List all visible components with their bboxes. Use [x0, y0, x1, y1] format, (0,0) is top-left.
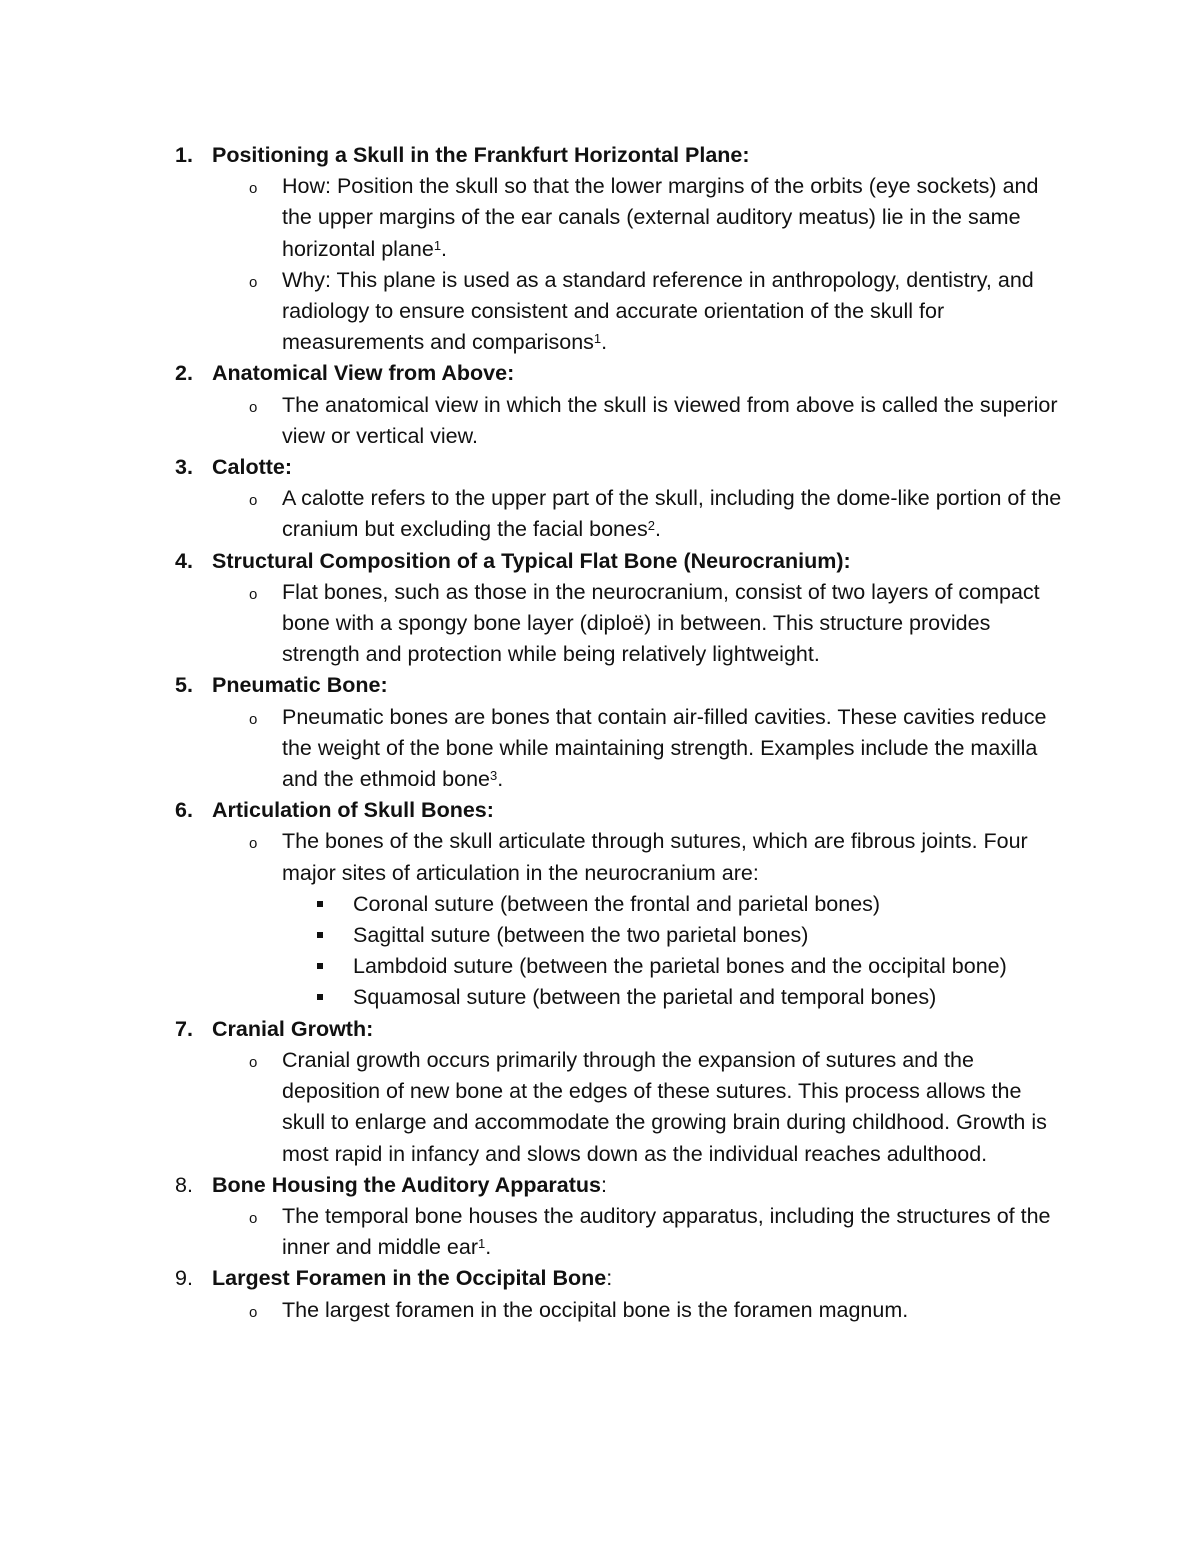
- sub-item: o The bones of the skull articulate through sutures, which are fibrous joints. Four major sites of articulation in the neurocranium are:: [249, 829, 1028, 885]
- item-number: 5.: [175, 673, 193, 698]
- square-bullet-icon: [317, 932, 323, 938]
- item-number: 9.: [175, 1266, 193, 1291]
- item-heading: Articulation of Skull Bones:: [212, 798, 494, 823]
- list-item: [0, 1170, 1200, 1201]
- sub-item: o A calotte refers to the upper part of the skull, including the dome-like portion of the cranium but excluding the facial bones$^2$.: [249, 486, 1062, 542]
- sub-item: o The largest foramen in the occipital bone is the foramen magnum.: [0, 1295, 1200, 1326]
- circle-bullet-icon: o: [249, 1053, 258, 1071]
- list-item: [0, 452, 1200, 483]
- list-item: [0, 795, 1200, 826]
- item-heading: Anatomical View from Above:: [212, 361, 515, 386]
- circle-bullet-icon: o: [249, 1209, 258, 1227]
- sub-item: o Pneumatic bones are bones that contain air-filled cavities. These cavities reduce the weight of the bone while maintaining strength. Examples include the maxilla and the ethmoid bone$^3$.: [249, 704, 1047, 792]
- circle-bullet-icon: o: [249, 492, 258, 510]
- list-item: [0, 1014, 1200, 1045]
- item-heading: Bone Housing the Auditory Apparatus:: [212, 1172, 607, 1197]
- item-heading: Cranial Growth:: [212, 1016, 374, 1041]
- item-heading: Positioning a Skull in the Frankfurt Horizontal Plane:: [212, 143, 750, 167]
- square-bullet-icon: [317, 963, 323, 969]
- item-heading: Structural Composition of a Typical Flat Bone (Neurocranium):: [212, 548, 851, 573]
- footnote-ref: 3: [490, 768, 498, 784]
- sub-item: o Cranial growth occurs primarily through the expansion of sutures and the deposition of new bone at the edges of these sutures. This process allows the skull to enlarge and accommodate the growing brain during childhood. Growth is most rapid in infancy and slows down as the individual reaches adulthood.: [249, 1047, 1047, 1166]
- circle-bullet-icon: o: [249, 710, 258, 728]
- item-heading: Calotte:: [212, 455, 293, 480]
- square-bullet-icon: [317, 901, 323, 907]
- list-item: [0, 358, 1200, 389]
- item-number: 2.: [175, 361, 193, 386]
- list-item: [0, 670, 1200, 701]
- item-number: 4.: [175, 548, 193, 573]
- item-number: 8.: [175, 1172, 193, 1197]
- circle-bullet-icon: o: [249, 273, 258, 291]
- nested-list-item: Coronal suture (between the frontal and parietal bones): [0, 889, 1200, 920]
- sub-item: o The anatomical view in which the skull is viewed from above is called the superior view or vertical view.: [249, 392, 1058, 448]
- nested-list-item: Squamosal suture (between the parietal and temporal bones): [0, 982, 1200, 1013]
- nested-list-item: Sagittal suture (between the two parietal bones): [0, 920, 1200, 951]
- footnote-ref: 1: [593, 331, 602, 347]
- circle-bullet-icon: o: [249, 180, 258, 198]
- item-heading: Pneumatic Bone:: [212, 673, 388, 698]
- circle-bullet-icon: o: [249, 398, 258, 416]
- item-number: 6.: [175, 798, 193, 823]
- sub-item: o The temporal bone houses the auditory apparatus, including the structures of the inner and middle ear$^1$.: [249, 1203, 1051, 1260]
- circle-bullet-icon: o: [249, 585, 258, 603]
- sub-item: o Flat bones, such as those in the neurocranium, consist of two layers of compact bone with a spongy bone layer (diploë) in between. This structure provides strength and protection while being relatively lightweight.: [249, 579, 1040, 667]
- footnote-ref: 1: [433, 237, 442, 253]
- circle-bullet-icon: o: [249, 1303, 258, 1321]
- list-item: [0, 546, 1200, 577]
- nested-list-item: Lambdoid suture (between the parietal bones and the occipital bone): [0, 951, 1200, 982]
- item-number: 7.: [175, 1016, 193, 1041]
- document-page: [0, 140, 1200, 1326]
- circle-bullet-icon: o: [249, 835, 258, 853]
- list-item: [0, 140, 1200, 171]
- list-item: [0, 1263, 1200, 1294]
- sub-item: o How: Position the skull so that the lower margins of the orbits (eye sockets) and the upper margins of the ear canals (external auditory meatus) lie in the same horizontal plane$^1$.: [249, 174, 1039, 261]
- footnote-ref: 2: [647, 518, 655, 534]
- item-heading: Largest Foramen in the Occipital Bone:: [212, 1266, 613, 1291]
- footnote-ref: 1: [478, 1236, 486, 1252]
- item-number: 1.: [175, 143, 193, 167]
- square-bullet-icon: [317, 994, 323, 1000]
- item-number: 3.: [175, 455, 193, 480]
- sub-item: o Why: This plane is used as a standard reference in anthropology, dentistry, and radiology to ensure consistent and accurate orientation of the skull for measurements and comparisons$^1$.: [249, 267, 1034, 355]
